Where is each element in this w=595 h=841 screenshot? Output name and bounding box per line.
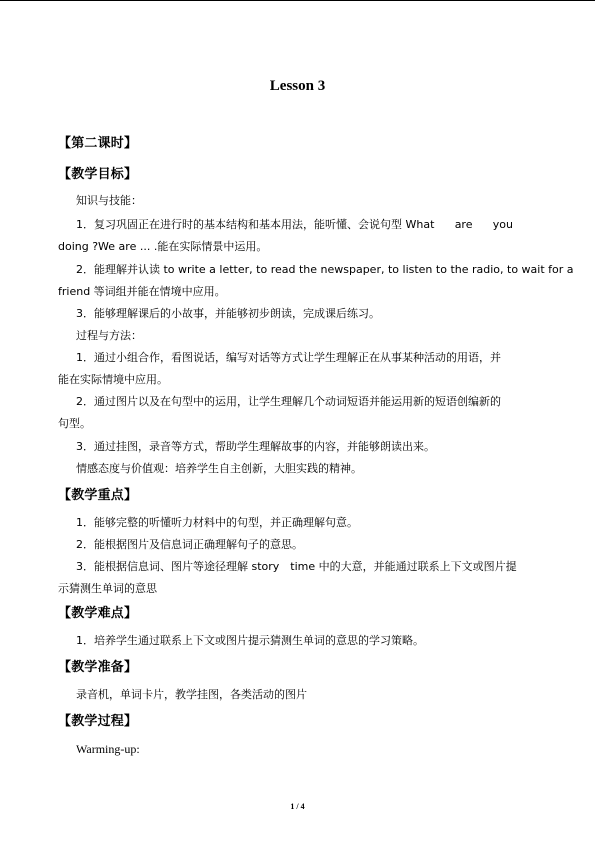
key-point-2: 2．能根据图片及信息词正确理解句子的意思。 <box>76 538 303 551</box>
goal-attitude: 情感态度与价值观：培养学生自主创新，大胆实践的精神。 <box>76 462 362 475</box>
goal-m3: 3．通过挂图，录音等方式，帮助学生理解故事的内容，并能够朗读出来。 <box>76 440 435 453</box>
key-point-1: 1．能够完整的听懂听力材料中的句型，并正确理解句意。 <box>76 516 358 529</box>
goal-m2-line2: 句型。 <box>58 417 91 430</box>
preparation-text: 录音机，单词卡片，教学挂图，各类活动的图片 <box>76 688 307 701</box>
process-method-heading: 过程与方法： <box>76 329 142 342</box>
lesson-title: Lesson 3 <box>269 78 326 94</box>
goal-m2-line1: 2．通过图片以及在句型中的运用，让学生理解几个动词短语并能运用新的短语创编新的 <box>76 395 501 408</box>
goal-m1-line2: 能在实际情境中应用。 <box>58 373 168 386</box>
knowledge-heading: 知识与技能： <box>76 194 142 207</box>
goal-k1-line1-a: 1．复习巩固正在进行时的基本结构和基本用法，能听懂、会说句型 What <box>76 218 435 231</box>
warmup-label: Warming-up: <box>76 742 140 756</box>
key-point-3-line2: 示猜测生单词的意思 <box>58 582 157 595</box>
page-number: 1 / 4 <box>290 802 305 811</box>
goal-k1-line2: doing ?We are ... .能在实际情景中运用。 <box>58 240 268 253</box>
heading-preparation: 【教学准备】 <box>58 660 138 675</box>
goal-k1-line1 <box>76 214 513 236</box>
difficulty-1: 1．培养学生通过联系上下文或图片提示猜测生单词的意思的学习策略。 <box>76 634 424 647</box>
goal-k1-line1-c: you <box>492 218 513 231</box>
heading-key-points: 【教学重点】 <box>58 488 138 503</box>
heading-goals: 【教学目标】 <box>58 167 138 182</box>
goal-m1-line1: 1．通过小组合作，看图说话，编写对话等方式让学生理解正在从事某种活动的用语，并 <box>76 351 501 364</box>
goal-k2-line1: 2．能理解并认读 to write a letter, to read the newspaper, to listen to the radio, to wait for a <box>76 263 574 276</box>
heading-period: 【第二课时】 <box>58 136 138 151</box>
heading-difficulties: 【教学难点】 <box>58 606 138 621</box>
key-point-3-line1: 3．能根据信息词、图片等途径理解 story time 中的大意，并能通过联系上下文或图片提 <box>76 560 517 573</box>
heading-process: 【教学过程】 <box>58 714 138 729</box>
goal-k1-line1-b: are <box>454 218 473 231</box>
goal-k2-line2: friend 等词组并能在情境中应用。 <box>58 285 226 298</box>
goal-k3: 3．能够理解课后的小故事，并能够初步朗读，完成课后练习。 <box>76 307 380 320</box>
